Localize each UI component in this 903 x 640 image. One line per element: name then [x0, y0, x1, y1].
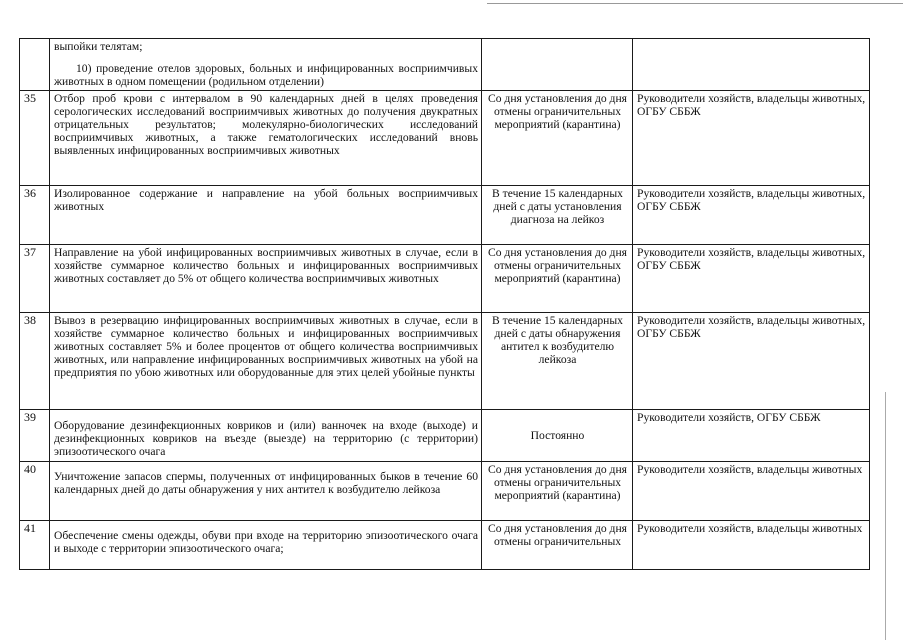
row-number: 41	[20, 521, 50, 570]
measure-cell: Обеспечение смены одежды, обуви при входе на территорию эпизоотического очага и выходе с территории эпизоотического очага;	[50, 521, 482, 570]
responsible-cell	[633, 39, 870, 91]
row-number: 38	[20, 313, 50, 410]
row-number: 37	[20, 245, 50, 313]
responsible-cell: Руководители хозяйств, владельцы животных, ОГБУ СББЖ	[633, 313, 870, 410]
measure-cell: Отбор проб крови с интервалом в 90 календарных дней в целях проведения серологических исследований восприимчивых животных до получения двукратных отрицательных результатов; молекулярно-биологических исследований восприимчивых животных, а также гематологических исследований вновь выявленных инфицированных восприимчивых животных	[50, 91, 482, 186]
table-row	[20, 313, 870, 410]
measure-text: выпойки телятам;	[54, 40, 143, 53]
timing-cell: Со дня установления до дня отмены ограничительных мероприятий (карантина)	[482, 245, 633, 313]
table-row	[20, 245, 870, 313]
responsible-cell: Руководители хозяйств, владельцы животных, ОГБУ СББЖ	[633, 186, 870, 245]
responsible-cell: Руководители хозяйств, владельцы животных, ОГБУ СББЖ	[633, 245, 870, 313]
table-row	[20, 462, 870, 521]
table-row	[20, 39, 870, 91]
measure-cell: Изолированное содержание и направление на убой больных восприимчивых животных	[50, 186, 482, 245]
responsible-cell: Руководители хозяйств, ОГБУ СББЖ	[633, 410, 870, 462]
timing-cell: В течение 15 календарных дней с даты установления диагноза на лейкоз	[482, 186, 633, 245]
measure-cell: Оборудование дезинфекционных ковриков и (или) ванночек на входе (выходе) и дезинфекционных ковриков на въезде (выезде) на территорию (с территории) эпизоотического очага	[50, 410, 482, 462]
timing-cell: Со дня установления до дня отмены ограничительных мероприятий (карантина)	[482, 462, 633, 521]
row-number: 35	[20, 91, 50, 186]
responsible-cell: Руководители хозяйств, владельцы животных	[633, 462, 870, 521]
measure-cell: Направление на убой инфицированных восприимчивых животных в случае, если в хозяйстве суммарное количество больных и инфицированных восприимчивых животных составляет до 5% от общего количества восприимчивых животных	[50, 245, 482, 313]
responsible-cell: Руководители хозяйств, владельцы животных	[633, 521, 870, 570]
measures-table	[19, 38, 870, 570]
measure-cell: Вывоз в резервацию инфицированных восприимчивых животных в случае, если в хозяйстве суммарное количество больных и инфицированных восприимчивых животных составляет 5% и более процентов от общего количества восприимчивых животных, или направление инфицированных восприимчивых животных на убой на предприятия по убою животных или оборудованные для этих целей убойные пункты	[50, 313, 482, 410]
row-number	[20, 39, 50, 91]
measure-text-item-10: 10) проведение отелов здоровых, больных и инфицированных восприимчивых животных в одном помещении (родильном отделении)	[54, 62, 478, 89]
row-number: 39	[20, 410, 50, 462]
timing-cell: Постоянно	[482, 410, 633, 462]
row-number: 40	[20, 462, 50, 521]
table-row	[20, 521, 870, 570]
timing-cell	[482, 39, 633, 91]
timing-cell: Со дня установления до дня отмены ограничительных	[482, 521, 633, 570]
page-edge-line	[885, 392, 886, 640]
timing-cell: В течение 15 календарных дней с даты обнаружения антител к возбудителю лейкоза	[482, 313, 633, 410]
table-row	[20, 410, 870, 462]
timing-cell: Со дня установления до дня отмены ограничительных мероприятий (карантина)	[482, 91, 633, 186]
measure-cell: Уничтожение запасов спермы, полученных от инфицированных быков в течение 60 календарных дней до даты обнаружения у них антител к возбудителю лейкоза	[50, 462, 482, 521]
header-rule	[487, 3, 903, 4]
measure-cell	[50, 39, 482, 91]
table-row	[20, 186, 870, 245]
row-number: 36	[20, 186, 50, 245]
responsible-cell: Руководители хозяйств, владельцы животных, ОГБУ СББЖ	[633, 91, 870, 186]
table-row	[20, 91, 870, 186]
